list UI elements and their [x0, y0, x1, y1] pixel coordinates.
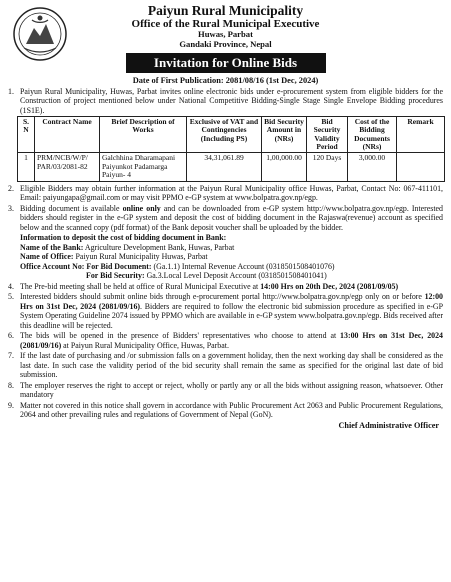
paragraph-4: 4. The Pre-bid meeting shall be held at office of Rural Municipal Executive at 14:00 Hrs on 20th Dec, 2024 (2081/09/05) — [8, 281, 399, 291]
col-validity: Bid Security Validity Period — [307, 117, 348, 153]
cell-remark — [397, 153, 445, 182]
col-works: Brief Description of Works — [100, 117, 187, 153]
cell-security: 1,00,000.00 — [262, 153, 307, 182]
cell-works: Galchhina Dharamapani Paiyunkot Padamarga Paiyun- 4 — [100, 153, 187, 182]
cell-cost: 3,000.00 — [348, 153, 397, 182]
col-remark: Remark — [397, 117, 445, 153]
table-row — [18, 153, 445, 182]
paragraph-6: 6. The bids will be opened in the presence of Bidders' representatives who choose to attend at 13:00 Hrs on 31st Dec, 2024 (2081/09/16) at Paiyun Rural Municipality Office, Huwas, Parbat. — [8, 331, 443, 350]
office-address: Huwas, Parbat — [198, 29, 253, 40]
paragraph-9: 9. Matter not covered in this notice shall govern in accordance with Public Procurement Act 2063 and Public Procurement Regulations, 2064 and other prevailing rules and regulations of Government of Nepal (GoN). — [8, 400, 443, 420]
letterhead — [8, 3, 443, 50]
cell-contract: PRM/NCB/W/P/ PAR/03/2081-82 — [35, 153, 100, 182]
paragraph-7: 7. If the last date of purchasing and /or submission falls on a government holiday, then the next working day shall be considered as the last date. In such case the validity period of the bid security shall remain the same as specified for the original last date of bid submission. — [8, 351, 443, 380]
cell-sn: 1 — [18, 153, 35, 182]
notice-title: Invitation for Online Bids — [126, 53, 326, 73]
bid-table — [17, 116, 445, 182]
paragraph-2: 2. Eligible Bidders may obtain further information at the Paiyun Rural Municipality office Huwas, Parbat, Contact No: 067-411101, Email: paiyungapa@gmail.com or may visit PPMO e-GP system at www.bolpatra.gov.np/egp. — [8, 184, 443, 203]
org-name: Paiyun Rural Municipality — [147, 3, 304, 18]
col-security: Bid Security Amount in (NRs) — [262, 117, 307, 153]
col-sn: S. N — [18, 117, 35, 153]
paragraph-8: 8. The employer reserves the right to accept or reject, wholly or partly any or all the bids without assigning reason, whatsoever. Other mandatory — [8, 380, 443, 400]
col-amount: Exclusive of VAT and Contingencies (Including PS) — [187, 117, 262, 153]
cell-amount: 34,31,061.89 — [187, 153, 262, 182]
paragraph-3: 3. Bidding document is available online only and can be downloaded from e-GP system http://www.bolpatra.gov.np/egp. Interested bidders should register in the e-GP system and deposit the cost of bidding document in the Rajaswa(revenue) account as specified below and the scanned copy (pdf format) of the Bank deposit voucher shall be uploaded by the bidder. — [8, 203, 443, 232]
nepal-emblem-icon — [12, 6, 68, 62]
bank-info: Information to deposit the cost of bidding document in Bank: Name of the Bank: Agriculture Development Bank, Huwas, Parbat Name of Office: Paiyun Rural Municipality Huwas, Parbat Office Account No: For Bid Document: (Ga.1.1) Internal Revenue Account (0318501508401076) For Bid Security: Ga.3.Local Level Deposit Account (0318501508401041) — [8, 233, 443, 280]
cell-validity: 120 Days — [307, 153, 348, 182]
province: Gandaki Province, Nepal — [179, 39, 272, 50]
paragraph-1: 1. Paiyun Rural Municipality, Huwas, Parbat invites online electronic bids under e-procurement system from eligible bidders for the Construction of project mentioned below under National Competitive Bidding-Single Stage Single Envelope Bidding procedures (1S1E). — [8, 86, 443, 115]
signature-title: Chief Administrative Officer — [338, 420, 439, 430]
paragraph-5: 5. Interested bidders should submit online bids through e-procurement portal http://www.bolpatra.gov.np/egp only on or before 12:00 Hrs on 31st Dec, 2024 (2081/09/16). Bidders are required to follow the electronic bid submission procedure as specified in e-GP System Operating Guideline 2074 issued by PPMO which are available in e-GP system www.bolpatra.gov.np/egp. Bids received after this deadline will be rejected. — [8, 292, 444, 330]
bid-table-header — [18, 117, 445, 153]
publication-date: Date of First Publication: 2081/08/16 (1st Dec, 2024) — [132, 75, 319, 85]
office-name: Office of the Rural Municipal Executive — [131, 18, 320, 31]
col-contract: Contract Name — [35, 117, 100, 153]
bank-heading: Information to deposit the cost of bidding document in Bank: — [20, 233, 227, 243]
col-cost: Cost of the Bidding Documents (NRs) — [348, 117, 397, 153]
